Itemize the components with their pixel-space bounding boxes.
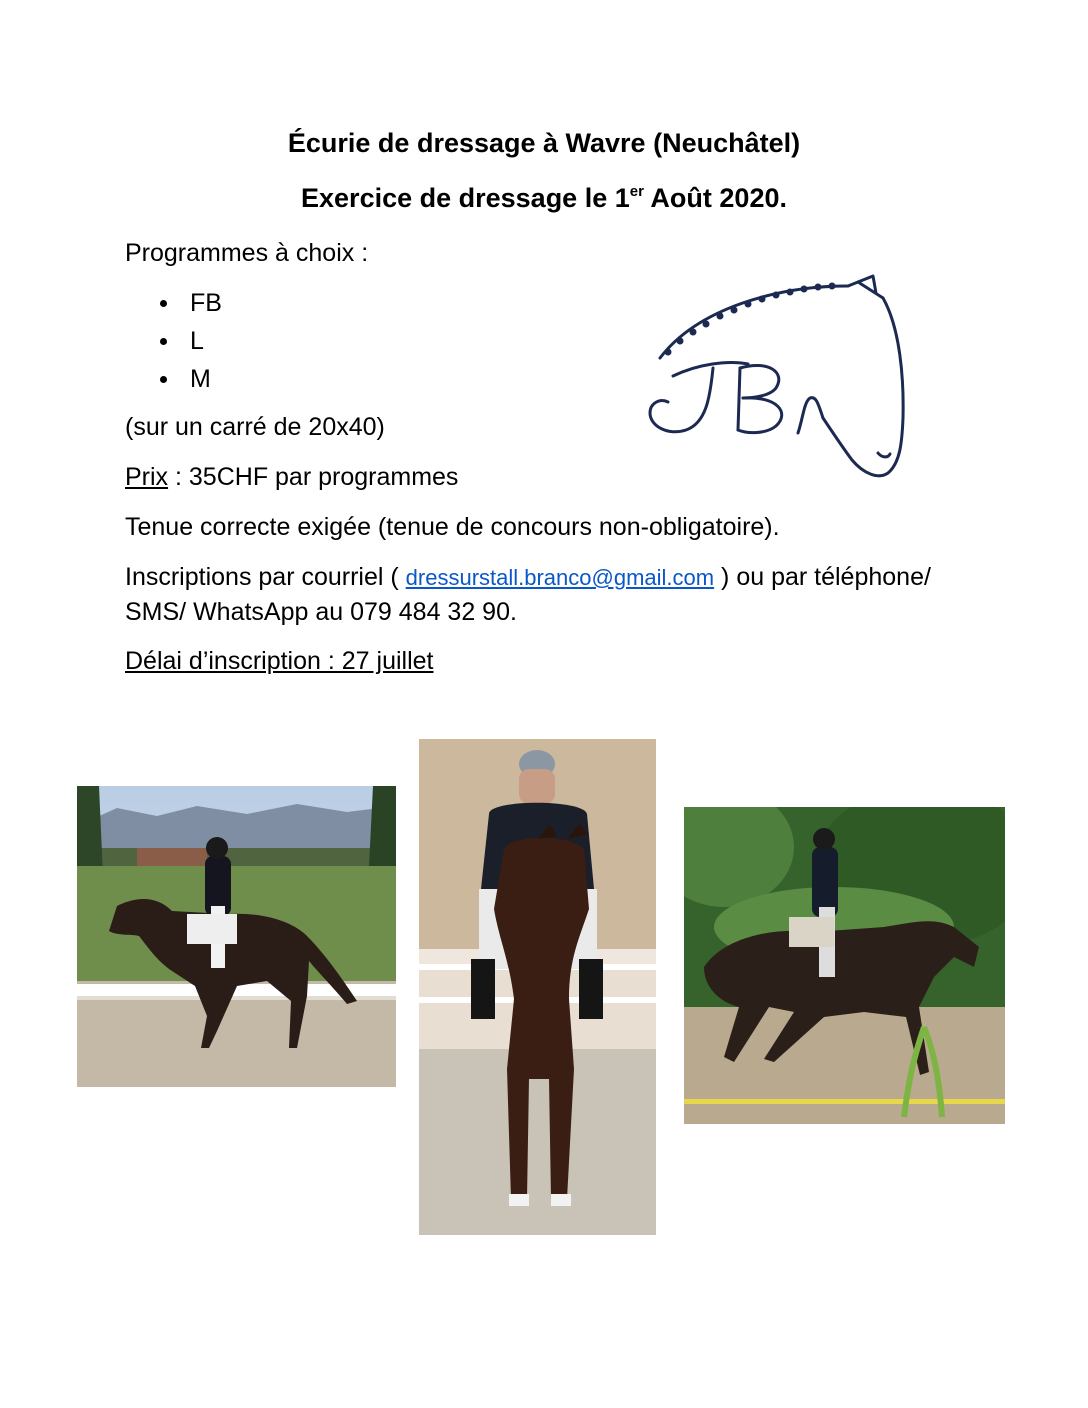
- price-label: Prix: [125, 463, 169, 491]
- price-line: [125, 460, 458, 494]
- title-date-suffix: Août 2020.: [643, 183, 787, 213]
- dressage-photo-front: [419, 739, 656, 1235]
- programs-list: [190, 284, 222, 398]
- programs-label: Programmes à choix :: [125, 239, 369, 267]
- title-date-superscript: er: [629, 183, 644, 200]
- page-title: Écurie de dressage à Wavre (Neuchâtel): [287, 128, 801, 158]
- dressage-photo-outdoor: [77, 786, 396, 1087]
- registration-info: [125, 560, 945, 629]
- event-date-title: [0, 183, 1088, 214]
- title-date-prefix: Exercice de dressage le 1: [301, 183, 630, 213]
- program-item: M: [190, 360, 222, 398]
- registration-suffix: ) ou par téléphone/ SMS/ WhatsApp au 079 484 32 90.: [125, 563, 931, 626]
- program-item: FB: [190, 284, 222, 322]
- dressage-photo-forest: [684, 807, 1005, 1124]
- registration-prefix: Inscriptions par courriel (: [125, 563, 406, 591]
- price-value: : 35CHF par programmes: [168, 463, 459, 491]
- registration-email-link[interactable]: dressurstall.branco@gmail.com: [405, 565, 715, 590]
- registration-deadline: Délai d’inscription : 27 juillet: [125, 647, 434, 675]
- dress-code: Tenue correcte exigée (tenue de concours non-obligatoire).: [125, 513, 780, 541]
- program-item: L: [190, 322, 222, 360]
- jb-horse-head-logo: [638, 268, 908, 483]
- arena-note: (sur un carré de 20x40): [125, 413, 385, 441]
